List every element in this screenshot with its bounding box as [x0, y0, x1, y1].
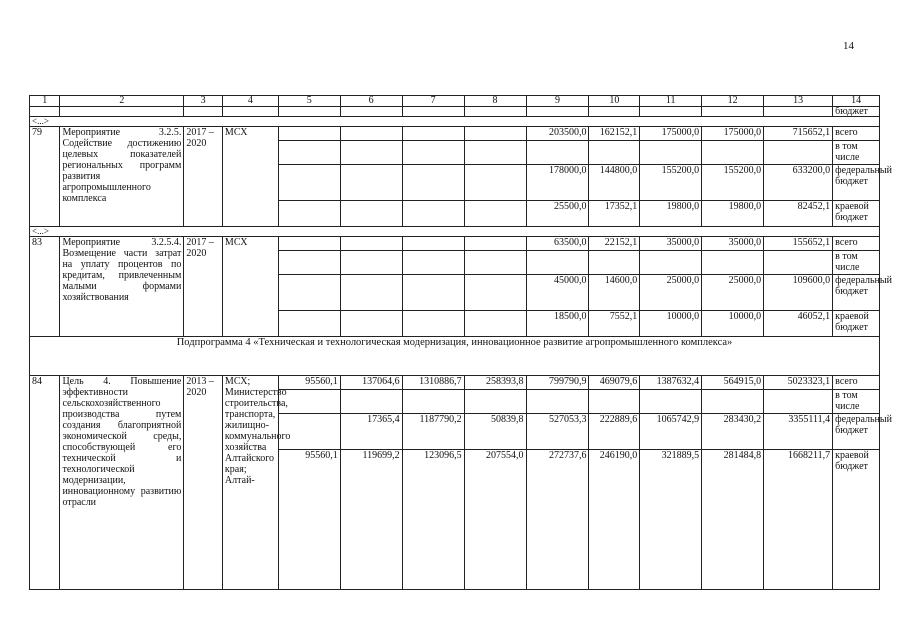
value-cell: 527053,3 [526, 414, 589, 450]
header-row [30, 96, 880, 107]
table-row [30, 237, 880, 251]
value-cell: 1310886,7 [402, 376, 464, 390]
header-cell: 13 [764, 96, 833, 107]
value-cell [278, 237, 340, 251]
fund-label: всего [833, 237, 880, 251]
value-cell: 175000,0 [640, 127, 702, 141]
value-cell [402, 311, 464, 337]
table-row [30, 376, 880, 390]
value-cell [464, 251, 526, 275]
value-cell: 19800,0 [702, 201, 764, 227]
header-cell: 6 [340, 96, 402, 107]
row-description: Цель 4. Повышение эффективности сельскохозяйственного производства путем создания благоприятной экономической среды, способствующей его технической и технологической модернизации, инновационному развитию отрасли [60, 376, 184, 590]
value-cell [526, 251, 589, 275]
value-cell [278, 127, 340, 141]
value-cell [589, 141, 640, 165]
value-cell [278, 311, 340, 337]
value-cell [589, 251, 640, 275]
ellipsis-row [30, 117, 880, 127]
value-cell [340, 165, 402, 201]
fund-label: федеральный бюджет [833, 165, 880, 201]
value-cell [278, 251, 340, 275]
value-cell [464, 201, 526, 227]
subprogram-title: Подпрограмма 4 «Техническая и технологическая модернизация, инновационное развитие агропромышленного комплекса» [30, 337, 880, 376]
header-cell: 9 [526, 96, 589, 107]
fund-label: краевой бюджет [833, 201, 880, 227]
header-cell: 11 [640, 96, 702, 107]
continuation-row [30, 107, 880, 117]
value-cell [640, 141, 702, 165]
value-cell [464, 127, 526, 141]
value-cell: 10000,0 [702, 311, 764, 337]
value-cell: 25500,0 [526, 201, 589, 227]
value-cell: 272737,6 [526, 450, 589, 590]
value-cell [278, 165, 340, 201]
value-cell [340, 201, 402, 227]
fund-label: федеральный бюджет [833, 414, 880, 450]
table-row [30, 127, 880, 141]
value-cell: 123096,5 [402, 450, 464, 590]
value-cell: 155200,0 [640, 165, 702, 201]
value-cell: 3355111,4 [764, 414, 833, 450]
value-cell [340, 311, 402, 337]
value-cell [764, 251, 833, 275]
value-cell: 119699,2 [340, 450, 402, 590]
value-cell: 46052,1 [764, 311, 833, 337]
value-cell: 715652,1 [764, 127, 833, 141]
value-cell [402, 237, 464, 251]
value-cell: 137064,6 [340, 376, 402, 390]
value-cell: 175000,0 [702, 127, 764, 141]
value-cell: 222889,6 [589, 414, 640, 450]
value-cell [764, 390, 833, 414]
header-cell: 8 [464, 96, 526, 107]
value-cell: 246190,0 [589, 450, 640, 590]
row-number: 79 [30, 127, 60, 227]
value-cell [278, 141, 340, 165]
value-cell [464, 237, 526, 251]
page-number: 14 [843, 40, 854, 52]
fund-label: краевой бюджет [833, 311, 880, 337]
value-cell [702, 141, 764, 165]
value-cell [526, 390, 589, 414]
value-cell: 25000,0 [702, 275, 764, 311]
value-cell: 17352,1 [589, 201, 640, 227]
value-cell [464, 141, 526, 165]
value-cell: 283430,2 [702, 414, 764, 450]
value-cell: 7552,1 [589, 311, 640, 337]
value-cell [464, 390, 526, 414]
value-cell: 19800,0 [640, 201, 702, 227]
value-cell [464, 311, 526, 337]
value-cell: 144800,0 [589, 165, 640, 201]
value-cell [340, 141, 402, 165]
value-cell [402, 127, 464, 141]
value-cell [702, 390, 764, 414]
ellipsis-row [30, 227, 880, 237]
value-cell: 63500,0 [526, 237, 589, 251]
fund-label: краевой бюджет [833, 450, 880, 590]
value-cell: 469079,6 [589, 376, 640, 390]
value-cell: 109600,0 [764, 275, 833, 311]
value-cell [402, 275, 464, 311]
row-executor: МСХ [222, 237, 278, 337]
value-cell: 1065742,9 [640, 414, 702, 450]
value-cell: 14600,0 [589, 275, 640, 311]
fund-label: бюджет [833, 107, 880, 117]
budget-table [29, 95, 892, 590]
value-cell [640, 251, 702, 275]
header-cell: 4 [222, 96, 278, 107]
fund-label: всего [833, 127, 880, 141]
value-cell: 45000,0 [526, 275, 589, 311]
row-years: 2017 – 2020 [184, 127, 223, 227]
value-cell: 155652,1 [764, 237, 833, 251]
value-cell: 17365,4 [340, 414, 402, 450]
value-cell [526, 141, 589, 165]
ellipsis-mark: <...> [30, 117, 880, 127]
value-cell: 35000,0 [702, 237, 764, 251]
fund-label: всего [833, 376, 880, 390]
value-cell [702, 251, 764, 275]
value-cell [278, 201, 340, 227]
fund-label: в том числе [833, 251, 880, 275]
fund-label: в том числе [833, 390, 880, 414]
value-cell: 162152,1 [589, 127, 640, 141]
value-cell [402, 251, 464, 275]
value-cell [278, 275, 340, 311]
subprogram-row [30, 337, 880, 376]
value-cell: 1668211,7 [764, 450, 833, 590]
value-cell [464, 165, 526, 201]
row-executor: МСХ; Министерство строительства, транспорта, жилищно-коммунального хозяйства Алтайского края; Алтай- [222, 376, 278, 590]
value-cell [640, 390, 702, 414]
value-cell [340, 275, 402, 311]
row-number: 83 [30, 237, 60, 337]
value-cell: 155200,0 [702, 165, 764, 201]
value-cell: 321889,5 [640, 450, 702, 590]
header-cell: 12 [702, 96, 764, 107]
value-cell: 633200,0 [764, 165, 833, 201]
header-cell: 5 [278, 96, 340, 107]
value-cell: 25000,0 [640, 275, 702, 311]
header-cell: 1 [30, 96, 60, 107]
header-cell: 7 [402, 96, 464, 107]
value-cell: 95560,1 [278, 450, 340, 590]
value-cell: 1387632,4 [640, 376, 702, 390]
value-cell: 258393,8 [464, 376, 526, 390]
value-cell [464, 275, 526, 311]
value-cell: 50839,8 [464, 414, 526, 450]
value-cell: 203500,0 [526, 127, 589, 141]
fund-label: в том числе [833, 141, 880, 165]
value-cell: 1187790,2 [402, 414, 464, 450]
row-executor: МСХ [222, 127, 278, 227]
value-cell [340, 237, 402, 251]
header-cell: 14 [833, 96, 880, 107]
fund-label: федеральный бюджет [833, 275, 880, 311]
header-cell: 2 [60, 96, 184, 107]
value-cell: 35000,0 [640, 237, 702, 251]
value-cell: 22152,1 [589, 237, 640, 251]
value-cell [340, 390, 402, 414]
value-cell: 178000,0 [526, 165, 589, 201]
value-cell: 207554,0 [464, 450, 526, 590]
row-number: 84 [30, 376, 60, 590]
value-cell [402, 141, 464, 165]
value-cell [589, 390, 640, 414]
value-cell: 18500,0 [526, 311, 589, 337]
value-cell [402, 201, 464, 227]
value-cell: 82452,1 [764, 201, 833, 227]
value-cell: 799790,9 [526, 376, 589, 390]
row-years: 2017 – 2020 [184, 237, 223, 337]
ellipsis-mark: <...> [30, 227, 880, 237]
header-cell: 10 [589, 96, 640, 107]
row-description: Мероприятие 3.2.5.4. Возмещение части затрат на уплату процентов по кредитам, привлеченным малыми формами хозяйствования [60, 237, 184, 337]
header-cell: 3 [184, 96, 223, 107]
value-cell [402, 165, 464, 201]
value-cell [340, 251, 402, 275]
value-cell [402, 390, 464, 414]
row-description: Мероприятие 3.2.5. Содействие достижению целевых показателей региональных программ развития агропромышленного комплекса [60, 127, 184, 227]
value-cell: 95560,1 [278, 376, 340, 390]
value-cell: 10000,0 [640, 311, 702, 337]
row-years: 2013 – 2020 [184, 376, 223, 590]
value-cell: 281484,8 [702, 450, 764, 590]
value-cell: 564915,0 [702, 376, 764, 390]
value-cell [764, 141, 833, 165]
value-cell: 5023323,1 [764, 376, 833, 390]
value-cell [340, 127, 402, 141]
